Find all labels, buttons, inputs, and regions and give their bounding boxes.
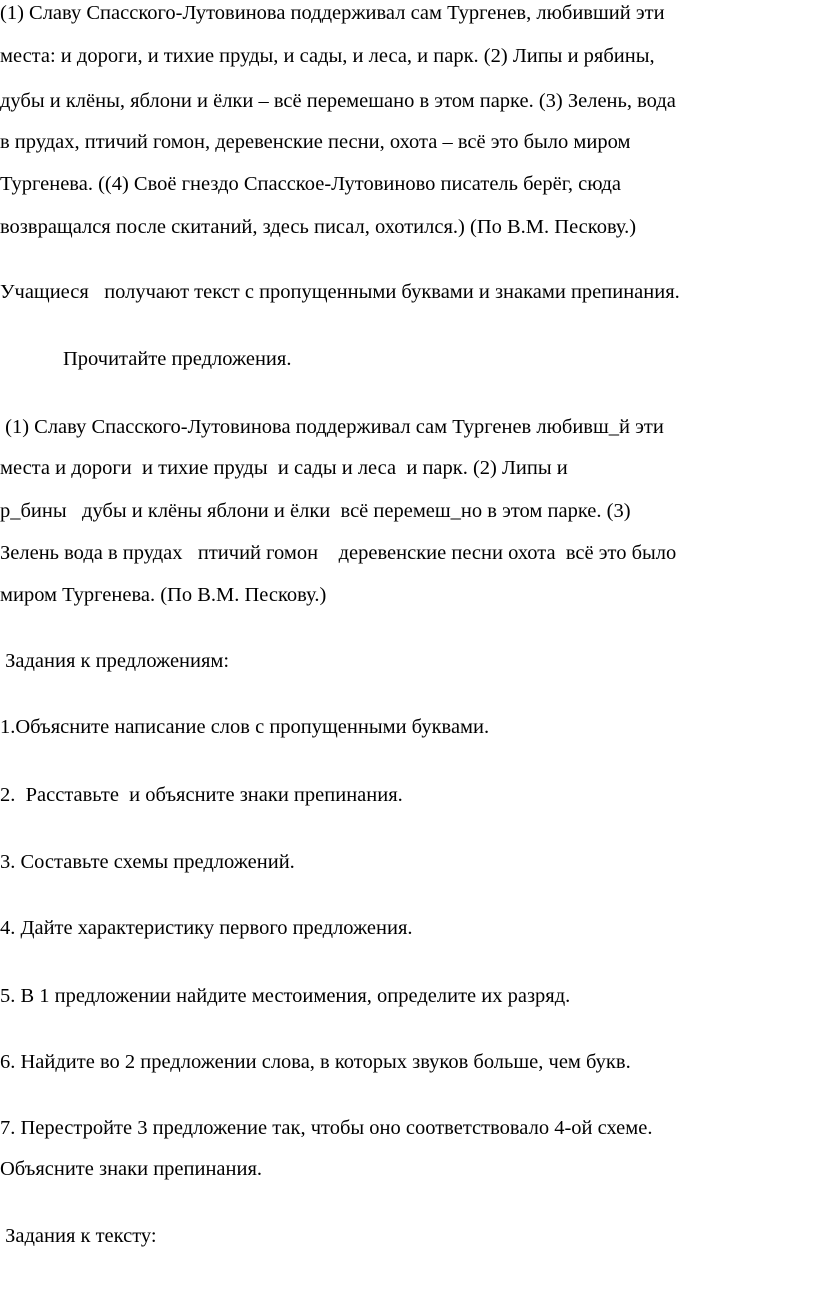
paragraph2-line: р_бины дубы и клёны яблони и ёлки всё перемеш_но в этом парке. (3) [0,500,631,522]
task-item: 5. В 1 предложении найдите местоимения, определите их разряд. [0,985,571,1007]
paragraph1-line: места: и дороги, и тихие пруды, и сады, и леса, и парк. (2) Липы и рябины, [0,45,655,67]
paragraph1-line: (1) Славу Спасского-Лутовинова поддерживал сам Тургенев, любивший эти [0,2,665,24]
tasks-heading: Задания к предложениям: [0,650,230,672]
paragraph1-line: Тургенева. ((4) Своё гнездо Спасское-Лутовиново писатель берёг, сюда [0,173,621,195]
task-item: 3. Составьте схемы предложений. [0,851,295,873]
paragraph1-line: в прудах, птичий гомон, деревенские песни, охота – всё это было миром [0,131,631,153]
read-instruction: Прочитайте предложения. [63,348,292,370]
task-item: 4. Дайте характеристику первого предложения. [0,917,413,939]
task-item: 6. Найдите во 2 предложении слова, в которых звуков больше, чем букв. [0,1051,631,1073]
paragraph2-line: места и дороги и тихие пруды и сады и леса и парк. (2) Липы и [0,457,568,479]
paragraph2-line: (1) Славу Спасского-Лутовинова поддерживал сам Тургенев любивш_й эти [0,416,664,438]
paragraph1-line: дубы и клёны, яблони и ёлки – всё перемешано в этом парке. (3) Зелень, вода [0,90,676,112]
students-note: Учащиеся получают текст с пропущенными буквами и знаками препинания. [0,281,680,303]
paragraph2-line: Зелень вода в прудах птичий гомон деревенские песни охота всё это было [0,542,677,564]
task-item: 1.Объясните написание слов с пропущенными буквами. [0,716,490,738]
text-tasks-heading: Задания к тексту: [0,1225,157,1247]
paragraph2-line: миром Тургенева. (По В.М. Пескову.) [0,584,327,606]
task-item: 2. Расставьте и объясните знаки препинания. [0,784,403,806]
task-item-continuation: Объясните знаки препинания. [0,1158,263,1180]
paragraph1-line: возвращался после скитаний, здесь писал, охотился.) (По В.М. Пескову.) [0,216,637,238]
task-item: 7. Перестройте 3 предложение так, чтобы оно соответствовало 4-ой схеме. [0,1117,653,1139]
